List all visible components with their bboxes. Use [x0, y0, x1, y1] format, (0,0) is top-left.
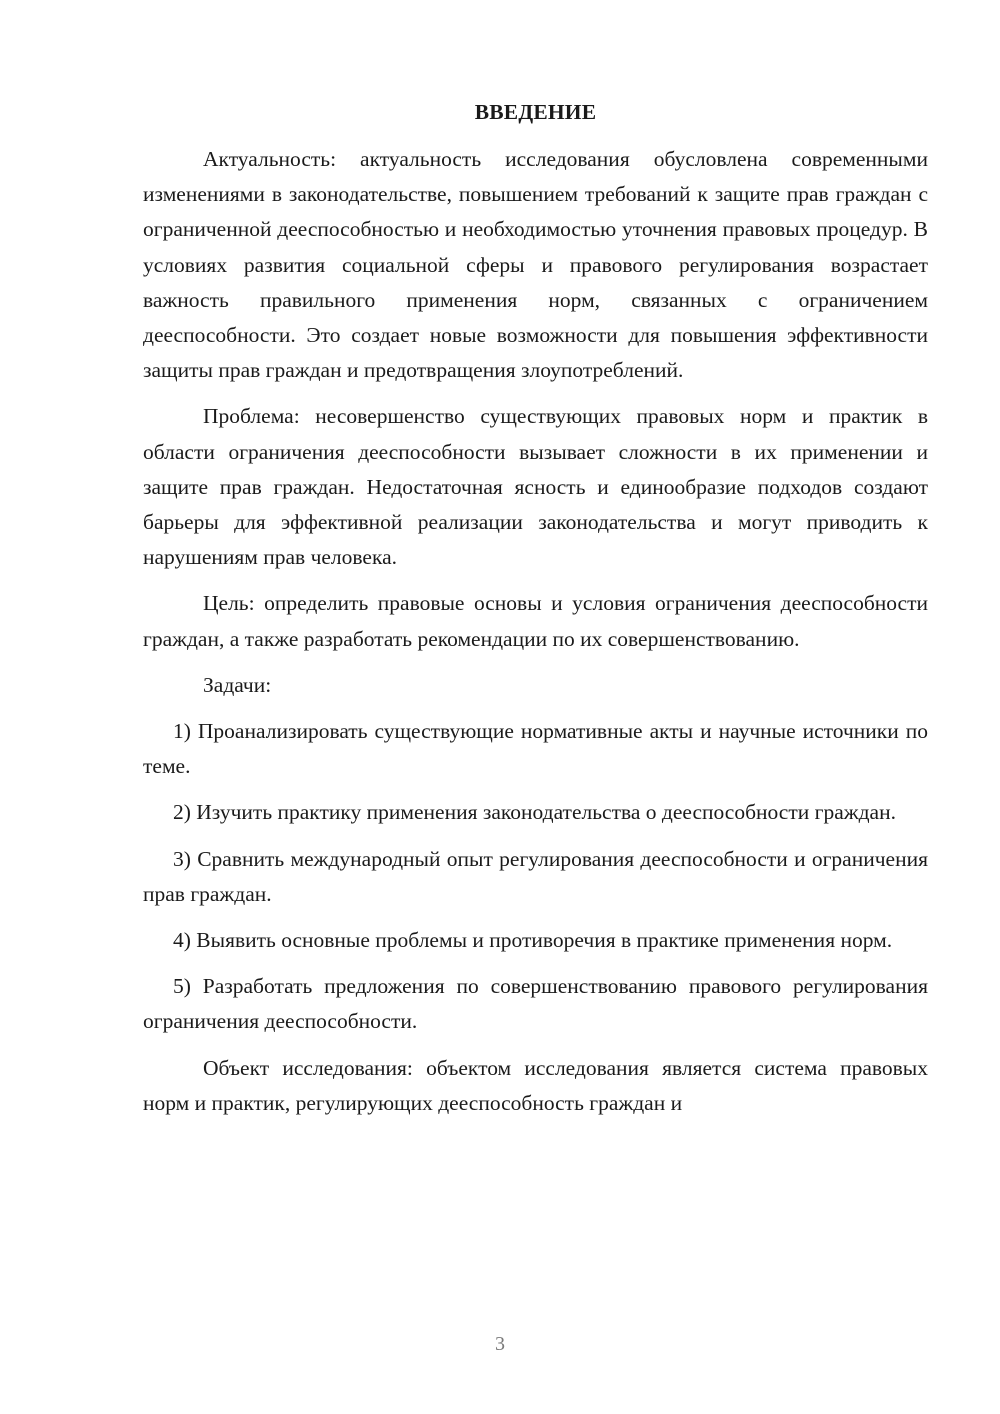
paragraph-goal: Цель: определить правовые основы и условия ограничения дееспособности граждан, а также разработать рекомендации по их совершенствованию.: [143, 591, 928, 651]
task-item-2: 2) Изучить практику применения законодательства о дееспособности граждан.: [173, 800, 896, 825]
paragraph-object: Объект исследования: объектом исследования является система правовых норм и практик, регулирующих дееспособность граждан и: [143, 1055, 928, 1115]
page-number: 3: [495, 1333, 505, 1355]
task-item-5: 5) Разработать предложения по совершенствованию правового регулирования ограничения дееспособности.: [143, 974, 928, 1034]
paragraph-problem: Проблема: несовершенство существующих правовых норм и практик в области ограничения дееспособности вызывает сложности в их применении и защите прав граждан. Недостаточная ясность и единообразие подходов создают барьеры для эффективной реализации законодательства и могут приводить к нарушениям прав человека.: [143, 404, 928, 570]
tasks-label: Задачи:: [203, 672, 272, 697]
page-title: ВВЕДЕНИЕ: [474, 100, 597, 124]
paragraph-relevance: Актуальность: актуальность исследования обусловлена современными изменениями в законодательстве, повышением требований к защите прав граждан с ограниченной дееспособностью и необходимостью уточнения правовых процедур. В условиях развития социальной сферы и правового регулирования возрастает важность правильного применения норм, связанных с ограничением дееспособности. Это создает новые возможности для повышения эффективности защиты прав граждан и предотвращения злоупотреблений.: [143, 147, 928, 383]
task-item-4: 4) Выявить основные проблемы и противоречия в практике применения норм.: [173, 928, 893, 953]
document-page: [143, 95, 928, 1132]
task-item-3: 3) Сравнить международный опыт регулирования дееспособности и ограничения прав граждан.: [143, 846, 928, 906]
task-item-1: 1) Проанализировать существующие нормативные акты и научные источники по теме.: [143, 719, 928, 779]
